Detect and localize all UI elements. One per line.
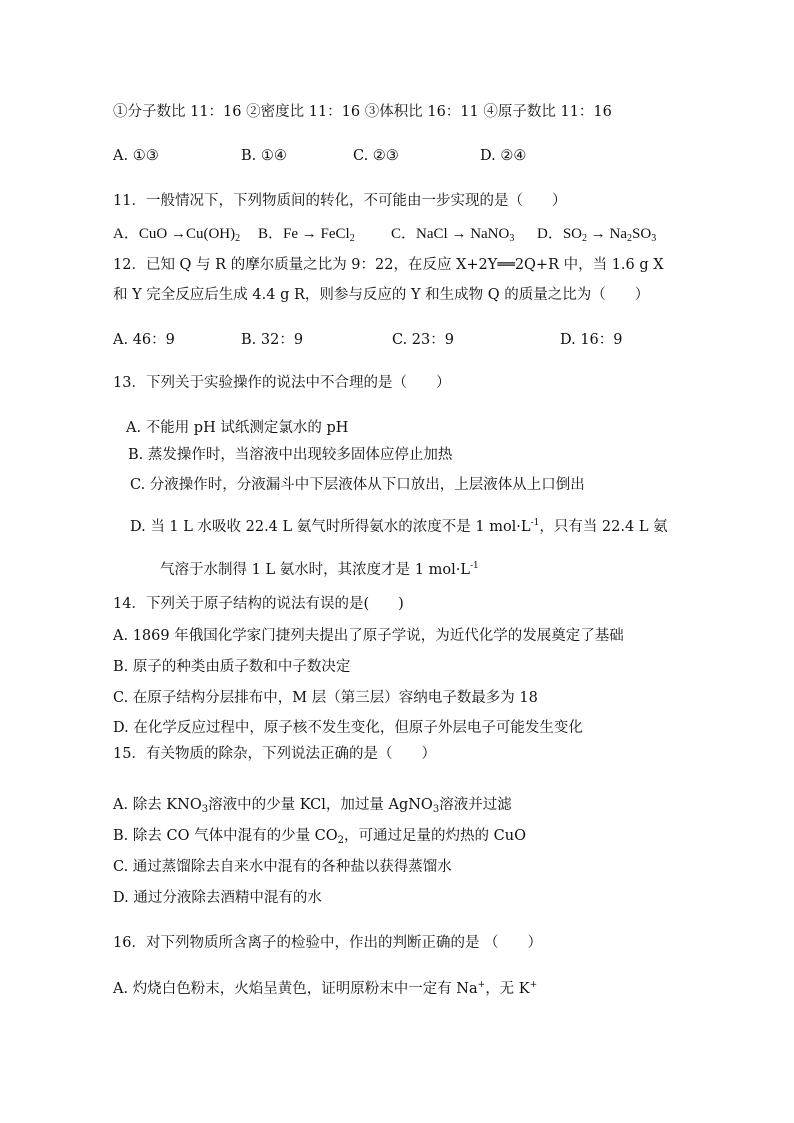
q15-option-c: C. 通过蒸馏除去自来水中混有的各种盐以获得蒸馏水 [113,859,452,875]
q10-option-c: C. ②③ [353,148,399,164]
q11-option-c: C．NaCl → NaNO$_3$ [391,226,515,244]
q13-stem: 13．下列关于实验操作的说法中不合理的是（ ） [113,375,451,391]
q16-stem: 16．对下列物质所含离子的检验中，作出的判断正确的是 （ ） [113,935,543,951]
q12-option-c: C. 23：9 [392,332,454,348]
q12-option-a: A. 46：9 [113,332,175,348]
arrow-icon: → [301,226,317,242]
q14-stem: 14．下列关于原子结构的说法有误的是( ) [113,596,404,612]
arrow-icon: → [590,226,606,242]
arrow-icon: → [170,226,186,242]
q13-option-b: B. 蒸发操作时，当溶液中出现较多固体应停止加热 [128,447,453,463]
q11-option-b: B．Fe → FeCl$_2$ [258,226,355,244]
q10-option-a: A. ①③ [113,148,159,164]
q12-stem-line2: 和 Y 完全反应后生成 4.4 g R，则参与反应的 Y 和生成物 Q 的质量之比为（ ） [113,287,650,303]
q15-option-a: A. 除去 $KNO_3$溶液中的少量 KCl，加过量 AgNO$_3$溶液并过滤 [113,797,512,815]
q14-option-a: A. 1869 年俄国化学家门捷列夫提出了原子学说，为近代化学的发展奠定了基础 [113,628,624,644]
q14-option-b: B. 原子的种类由质子数和中子数决定 [113,659,351,675]
arrow-icon: → [451,226,467,242]
q12-option-d: D. 16：9 [560,332,623,348]
q13-option-a: A. 不能用 pH 试纸测定氯水的 pH [126,420,349,436]
q13-option-d-line2: 气溶于水制得 1 L 氨水时，其浓度才是 1 $mol\cdot L^{-1}$ [160,561,479,578]
q16-option-a: A. 灼烧白色粉末，火焰呈黄色，证明原粉末中一定有 Na+，无 K+ [113,980,538,997]
q12-option-b: B. 32：9 [241,332,304,348]
q14-option-d: D. 在化学反应过程中，原子核不发生变化，但原子外层电子可能发生变化 [113,720,583,736]
q10-option-b: B. ①④ [241,148,287,164]
q15-stem: 15．有关物质的除杂，下列说法正确的是（ ） [113,746,436,762]
q11-option-a: A．CuO $\to Cu(OH)_2$ [113,226,241,244]
q13-option-d-line1: D. 当 1 L 水吸收 22.4 L 氨气时所得氨水的浓度不是 1 $mol\cdot L^{-1}$，只有当 22.4 L 氨 [130,518,668,535]
q11-option-d: D．$SO_2 \to Na_2SO_3$ [537,226,657,244]
q14-option-c: C. 在原子结构分层排布中，M 层（第三层）容纳电子数最多为 18 [113,690,538,706]
q11-stem: 11．一般情况下，下列物质间的转化，不可能由一步实现的是（ ） [113,193,567,209]
q15-option-b: B. 除去 CO 气体中混有的少量 $CO_2$，可通过足量的灼热的 CuO [113,828,526,846]
q10-statements: ①分子数比 11：16 ②密度比 11：16 ③体积比 16：11 ④原子数比 11：16 [113,104,612,120]
q15-option-d: D. 通过分液除去酒精中混有的水 [113,890,322,906]
q13-option-c: C. 分液操作时，分液漏斗中下层液体从下口放出，上层液体从上口倒出 [130,477,585,493]
q12-stem-line1: 12．已知 Q 与 R 的摩尔质量之比为 9：22，在反应 X+2Y══2Q+R 中，当 1.6 g X [113,257,664,273]
q10-option-d: D. ②④ [480,148,527,164]
